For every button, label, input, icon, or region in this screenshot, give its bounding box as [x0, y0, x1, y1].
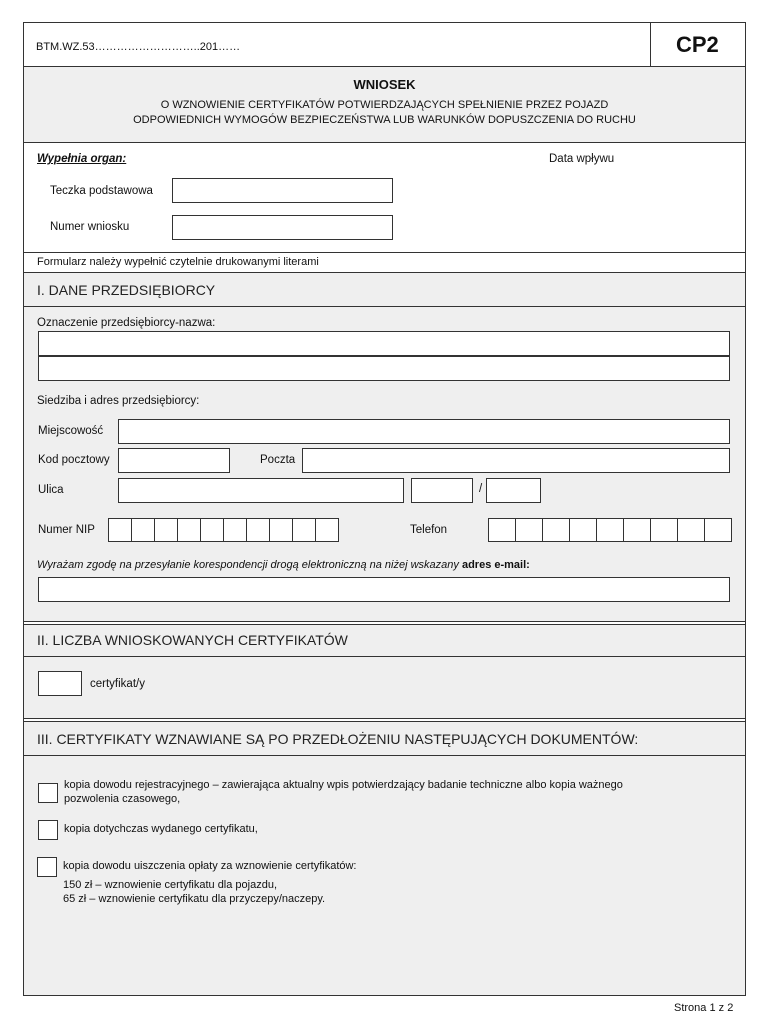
document-checkbox-payment[interactable]: [37, 857, 57, 877]
reference-number: BTM.WZ.53………………………..201……: [36, 41, 241, 53]
form-subtitle-2: ODPOWIEDNICH WYMOGÓW BEZPIECZEŃSTWA LUB WARUNKÓW DOPUSZCZENIA DO RUCHU: [133, 114, 636, 126]
document-checkbox-certificate[interactable]: [38, 820, 58, 840]
divider: [23, 718, 746, 719]
phone-label: Telefon: [410, 524, 448, 536]
city-label: Miejscowość: [38, 425, 104, 437]
header-divider: [650, 22, 651, 66]
document-label-certificate: kopia dotychczas wydanego certyfikatu,: [64, 823, 258, 835]
fee-vehicle: 150 zł – wznowienie certyfikatu dla pojazdu,: [63, 879, 278, 891]
company-name-label: Oznaczenie przedsiębiorcy-nazwa:: [37, 317, 216, 329]
phone-digit-box[interactable]: [650, 518, 678, 542]
document-checkbox-registration[interactable]: [38, 783, 58, 803]
street-input[interactable]: [118, 478, 404, 503]
nip-digit-box[interactable]: [315, 518, 339, 542]
certificate-count-input[interactable]: [38, 671, 82, 696]
form-title: WNIOSEK: [353, 77, 416, 92]
divider: [23, 656, 746, 657]
phone-input[interactable]: [488, 518, 731, 542]
folder-input[interactable]: [172, 178, 393, 203]
section-3-title: III. CERTYFIKATY WZNAWIANE SĄ PO PRZEDŁOŻENIU NASTĘPUJĄCYCH DOKUMENTÓW:: [37, 731, 639, 747]
nip-digit-box[interactable]: [269, 518, 293, 542]
city-input[interactable]: [118, 419, 730, 444]
nip-digit-box[interactable]: [200, 518, 224, 542]
building-number-input[interactable]: [411, 478, 473, 503]
phone-digit-box[interactable]: [515, 518, 543, 542]
phone-digit-box[interactable]: [596, 518, 624, 542]
form-code: CP2: [676, 32, 719, 57]
email-consent: [37, 559, 530, 571]
nip-label: Numer NIP: [38, 524, 95, 536]
address-label: Siedziba i adres przedsiębiorcy:: [37, 395, 200, 407]
divider: [23, 755, 746, 756]
section-1-title: I. DANE PRZEDSIĘBIORCY: [37, 282, 216, 298]
nip-digit-box[interactable]: [131, 518, 155, 542]
company-name-input-2[interactable]: [38, 356, 730, 381]
phone-digit-box[interactable]: [569, 518, 597, 542]
section-2-title: II. LICZBA WNIOSKOWANYCH CERTYFIKATÓW: [37, 632, 348, 648]
postal-code-label: Kod pocztowy: [38, 454, 110, 466]
fee-trailer: 65 zł – wznowienie certyfikatu dla przyczepy/naczepy.: [63, 893, 326, 905]
email-input[interactable]: [38, 577, 730, 602]
fill-instruction: Formularz należy wypełnić czytelnie drukowanymi literami: [37, 256, 319, 268]
request-number-label: Numer wniosku: [50, 221, 130, 233]
nip-digit-box[interactable]: [246, 518, 270, 542]
number-separator: /: [479, 483, 483, 495]
document-label-registration-2: pozwolenia czasowego,: [64, 793, 181, 805]
nip-digit-box[interactable]: [154, 518, 178, 542]
phone-digit-box[interactable]: [542, 518, 570, 542]
divider: [23, 306, 746, 307]
request-number-input[interactable]: [172, 215, 393, 240]
post-office-label: Poczta: [260, 454, 296, 466]
phone-digit-box[interactable]: [488, 518, 516, 542]
form-subtitle-1: O WZNOWIENIE CERTYFIKATÓW POTWIERDZAJĄCYCH SPEŁNIENIE PRZEZ POJAZD: [160, 99, 609, 111]
email-label: adres e-mail:: [461, 559, 530, 571]
apartment-number-input[interactable]: [486, 478, 541, 503]
date-received-label: Data wpływu: [549, 153, 615, 165]
post-office-input[interactable]: [302, 448, 730, 473]
company-name-input-1[interactable]: [38, 331, 730, 356]
postal-code-input[interactable]: [118, 448, 230, 473]
divider: [23, 621, 746, 622]
nip-input[interactable]: [108, 518, 338, 542]
divider: [23, 252, 746, 253]
divider: [23, 142, 746, 143]
nip-digit-box[interactable]: [177, 518, 201, 542]
organ-heading: Wypełnia organ:: [37, 153, 127, 165]
section-3: [24, 722, 745, 995]
certificate-unit-label: certyfikat/y: [90, 678, 145, 690]
folder-label: Teczka podstawowa: [50, 185, 153, 197]
nip-digit-box[interactable]: [108, 518, 132, 542]
phone-digit-box[interactable]: [677, 518, 705, 542]
nip-digit-box[interactable]: [223, 518, 247, 542]
street-label: Ulica: [38, 484, 64, 496]
phone-digit-box[interactable]: [704, 518, 732, 542]
email-consent-text: Wyrażam zgodę na przesyłanie korespondencji drogą elektroniczną na niżej wskazany: [37, 559, 462, 571]
document-label-registration-1: kopia dowodu rejestracyjnego – zawierająca aktualny wpis potwierdzający badanie techniczne albo kopia ważnego: [64, 779, 623, 791]
phone-digit-box[interactable]: [623, 518, 651, 542]
nip-digit-box[interactable]: [292, 518, 316, 542]
document-label-payment: kopia dowodu uiszczenia opłaty za wznowienie certyfikatów:: [63, 860, 357, 872]
page-number: Strona 1 z 2: [674, 1002, 734, 1014]
